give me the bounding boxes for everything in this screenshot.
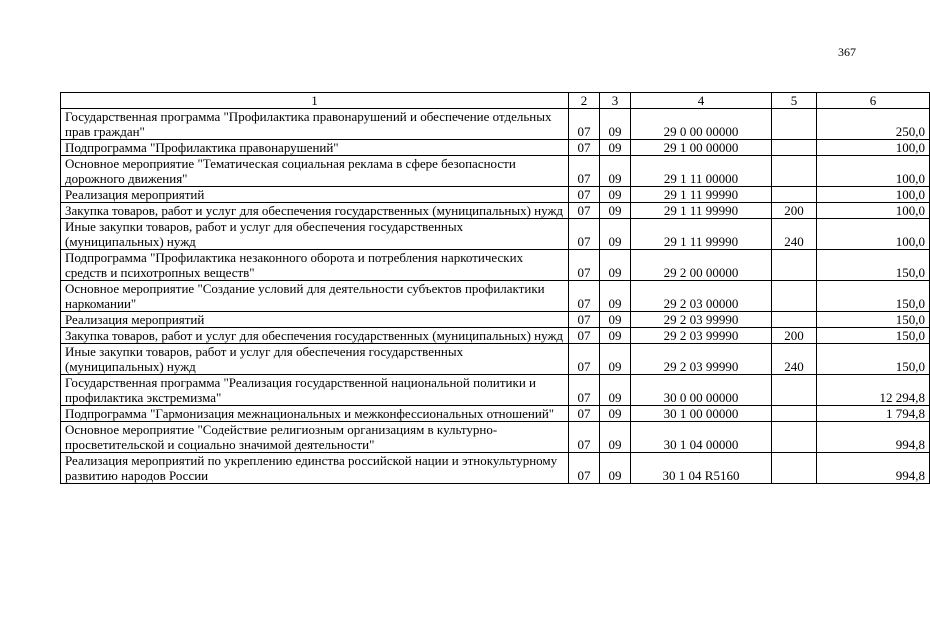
row-subsection-cell: 09 bbox=[600, 422, 631, 453]
row-target-article-cell: 29 1 11 99990 bbox=[631, 187, 772, 203]
row-expense-type-cell bbox=[772, 312, 817, 328]
row-subsection-cell: 09 bbox=[600, 453, 631, 484]
row-section-cell: 07 bbox=[569, 140, 600, 156]
row-name-cell: Основное мероприятие "Содействие религиозным организациям в культурно-просветительской и социально значимой деятельности" bbox=[61, 422, 569, 453]
row-name-cell: Государственная программа "Профилактика правонарушений и обеспечение отдельных прав граждан" bbox=[61, 109, 569, 140]
row-expense-type-cell: 240 bbox=[772, 219, 817, 250]
row-expense-type-cell bbox=[772, 406, 817, 422]
row-amount-cell: 100,0 bbox=[817, 187, 930, 203]
row-section-cell: 07 bbox=[569, 109, 600, 140]
row-subsection-cell: 09 bbox=[600, 156, 631, 187]
row-expense-type-cell bbox=[772, 109, 817, 140]
row-subsection-cell: 09 bbox=[600, 203, 631, 219]
row-section-cell: 07 bbox=[569, 328, 600, 344]
table-row bbox=[61, 109, 930, 140]
row-amount-cell: 150,0 bbox=[817, 344, 930, 375]
row-target-article-cell: 30 1 04 R5160 bbox=[631, 453, 772, 484]
row-target-article-cell: 29 1 11 99990 bbox=[631, 203, 772, 219]
row-target-article-cell: 30 0 00 00000 bbox=[631, 375, 772, 406]
row-name-cell: Основное мероприятие "Тематическая социальная реклама в сфере безопасности дорожного движения" bbox=[61, 156, 569, 187]
row-target-article-cell: 29 2 03 99990 bbox=[631, 344, 772, 375]
row-amount-cell: 994,8 bbox=[817, 422, 930, 453]
row-expense-type-cell bbox=[772, 156, 817, 187]
row-subsection-cell: 09 bbox=[600, 250, 631, 281]
row-subsection-cell: 09 bbox=[600, 187, 631, 203]
row-name-cell: Подпрограмма "Гармонизация межнациональных и межконфессиональных отношений" bbox=[61, 406, 569, 422]
row-name-cell: Реализация мероприятий по укреплению единства российской нации и этнокультурному развитию народов России bbox=[61, 453, 569, 484]
row-target-article-cell: 29 0 00 00000 bbox=[631, 109, 772, 140]
budget-table bbox=[60, 92, 930, 484]
table-row bbox=[61, 281, 930, 312]
table-row bbox=[61, 406, 930, 422]
table-row bbox=[61, 219, 930, 250]
row-name-cell: Подпрограмма "Профилактика правонарушений" bbox=[61, 140, 569, 156]
row-section-cell: 07 bbox=[569, 250, 600, 281]
row-section-cell: 07 bbox=[569, 219, 600, 250]
table-row bbox=[61, 312, 930, 328]
row-name-cell: Закупка товаров, работ и услуг для обеспечения государственных (муниципальных) нужд bbox=[61, 328, 569, 344]
row-section-cell: 07 bbox=[569, 203, 600, 219]
row-target-article-cell: 29 2 03 99990 bbox=[631, 328, 772, 344]
row-amount-cell: 150,0 bbox=[817, 312, 930, 328]
row-amount-cell: 994,8 bbox=[817, 453, 930, 484]
row-amount-cell: 100,0 bbox=[817, 203, 930, 219]
row-section-cell: 07 bbox=[569, 344, 600, 375]
row-name-cell: Закупка товаров, работ и услуг для обеспечения государственных (муниципальных) нужд bbox=[61, 203, 569, 219]
table-row bbox=[61, 344, 930, 375]
row-subsection-cell: 09 bbox=[600, 219, 631, 250]
table-row bbox=[61, 156, 930, 187]
table-row bbox=[61, 187, 930, 203]
row-expense-type-cell: 200 bbox=[772, 328, 817, 344]
table-row bbox=[61, 328, 930, 344]
header-cell-2: 2 bbox=[569, 93, 600, 109]
row-name-cell: Основное мероприятие "Создание условий для деятельности субъектов профилактики наркомании" bbox=[61, 281, 569, 312]
row-amount-cell: 150,0 bbox=[817, 250, 930, 281]
row-subsection-cell: 09 bbox=[600, 312, 631, 328]
row-amount-cell: 150,0 bbox=[817, 328, 930, 344]
row-amount-cell: 1 794,8 bbox=[817, 406, 930, 422]
row-target-article-cell: 30 1 00 00000 bbox=[631, 406, 772, 422]
row-section-cell: 07 bbox=[569, 187, 600, 203]
table-row bbox=[61, 250, 930, 281]
table-row bbox=[61, 453, 930, 484]
row-amount-cell: 150,0 bbox=[817, 281, 930, 312]
row-target-article-cell: 29 2 03 00000 bbox=[631, 281, 772, 312]
header-cell-4: 4 bbox=[631, 93, 772, 109]
row-name-cell: Иные закупки товаров, работ и услуг для обеспечения государственных (муниципальных) нужд bbox=[61, 219, 569, 250]
row-amount-cell: 12 294,8 bbox=[817, 375, 930, 406]
row-subsection-cell: 09 bbox=[600, 281, 631, 312]
row-subsection-cell: 09 bbox=[600, 406, 631, 422]
row-section-cell: 07 bbox=[569, 453, 600, 484]
table-row bbox=[61, 203, 930, 219]
header-cell-3: 3 bbox=[600, 93, 631, 109]
row-expense-type-cell bbox=[772, 140, 817, 156]
row-name-cell: Иные закупки товаров, работ и услуг для обеспечения государственных (муниципальных) нужд bbox=[61, 344, 569, 375]
row-subsection-cell: 09 bbox=[600, 344, 631, 375]
header-cell-1: 1 bbox=[61, 93, 569, 109]
row-section-cell: 07 bbox=[569, 375, 600, 406]
header-cell-6: 6 bbox=[817, 93, 930, 109]
row-target-article-cell: 29 1 11 99990 bbox=[631, 219, 772, 250]
row-expense-type-cell bbox=[772, 250, 817, 281]
row-expense-type-cell bbox=[772, 375, 817, 406]
row-target-article-cell: 29 1 00 00000 bbox=[631, 140, 772, 156]
table-row bbox=[61, 375, 930, 406]
row-target-article-cell: 30 1 04 00000 bbox=[631, 422, 772, 453]
row-amount-cell: 100,0 bbox=[817, 140, 930, 156]
row-section-cell: 07 bbox=[569, 422, 600, 453]
page-number: 367 bbox=[838, 45, 856, 59]
row-section-cell: 07 bbox=[569, 281, 600, 312]
row-subsection-cell: 09 bbox=[600, 328, 631, 344]
row-section-cell: 07 bbox=[569, 156, 600, 187]
row-target-article-cell: 29 2 03 99990 bbox=[631, 312, 772, 328]
row-expense-type-cell bbox=[772, 422, 817, 453]
row-expense-type-cell: 200 bbox=[772, 203, 817, 219]
row-subsection-cell: 09 bbox=[600, 109, 631, 140]
table-row bbox=[61, 422, 930, 453]
row-amount-cell: 100,0 bbox=[817, 156, 930, 187]
row-amount-cell: 100,0 bbox=[817, 219, 930, 250]
header-cell-5: 5 bbox=[772, 93, 817, 109]
row-section-cell: 07 bbox=[569, 406, 600, 422]
row-expense-type-cell bbox=[772, 281, 817, 312]
row-name-cell: Государственная программа "Реализация государственной национальной политики и профилактика экстремизма" bbox=[61, 375, 569, 406]
row-expense-type-cell bbox=[772, 453, 817, 484]
row-name-cell: Реализация мероприятий bbox=[61, 312, 569, 328]
row-target-article-cell: 29 1 11 00000 bbox=[631, 156, 772, 187]
row-name-cell: Реализация мероприятий bbox=[61, 187, 569, 203]
table-row bbox=[61, 140, 930, 156]
row-expense-type-cell bbox=[772, 187, 817, 203]
row-target-article-cell: 29 2 00 00000 bbox=[631, 250, 772, 281]
row-subsection-cell: 09 bbox=[600, 375, 631, 406]
row-name-cell: Подпрограмма "Профилактика незаконного оборота и потребления наркотических средств и психотропных веществ" bbox=[61, 250, 569, 281]
table-header-row bbox=[61, 93, 930, 109]
row-section-cell: 07 bbox=[569, 312, 600, 328]
row-amount-cell: 250,0 bbox=[817, 109, 930, 140]
row-subsection-cell: 09 bbox=[600, 140, 631, 156]
row-expense-type-cell: 240 bbox=[772, 344, 817, 375]
